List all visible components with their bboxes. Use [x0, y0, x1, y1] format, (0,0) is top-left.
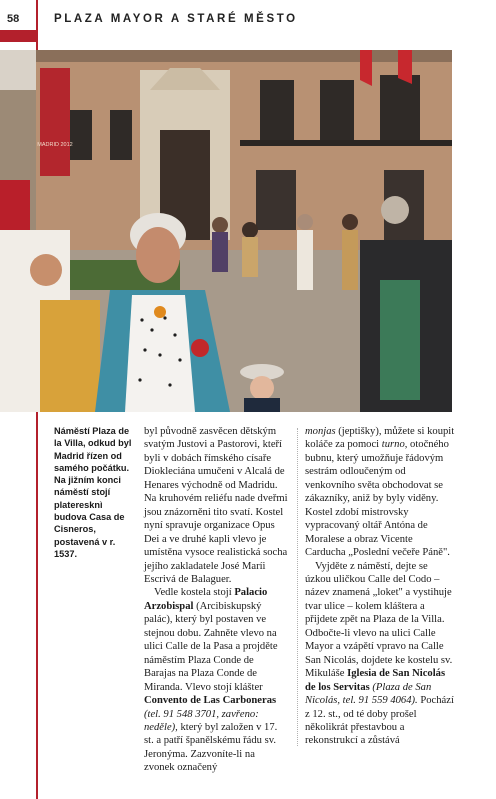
column2-paragraph-2: [305, 560, 455, 748]
red-banner: [40, 68, 70, 176]
text-run: turno: [381, 439, 405, 451]
text-run: (jeptišky), můžete si koupit koláče za pomoci: [305, 426, 455, 451]
page-number-stripe: [0, 30, 36, 42]
convento-contact: (tel. 91 548 3701, zavřeno: neděle),: [144, 708, 259, 733]
convento-name: Convento de Las Carboneras: [144, 695, 277, 707]
banner-text: MADRID 2012: [37, 142, 73, 148]
photo-illustration: [0, 50, 452, 412]
column2-paragraph-1: [305, 425, 455, 560]
iglesia-contact: (Plaza de San Nicolás, tel. 91 559 4064).: [305, 681, 432, 707]
text-run: Pochází z 12. st., od té doby prošel několikrát přestavbou a rekonstrukcí a zůstává: [305, 695, 454, 747]
text-run: Vedle kostela stojí: [154, 587, 235, 599]
running-header: PLAZA MAYOR A STARÉ MĚSTO: [54, 13, 298, 25]
photo-caption: Náměstí Plaza de la Villa, odkud byl Madrid řízen od samého počátku. Na jižním konci náměstí stojí plateresknì budova Casa de Cisneros, postavená v r. 1537.: [54, 426, 132, 559]
text-run: který byl založen v 17. st. a patří španělskému řádu sv. Jeronýma. Zazvoníte-li na zvonek označený: [144, 721, 278, 774]
palacio-arzobispal-name: Palacio Arzobispal: [144, 587, 268, 612]
text-column-1: [144, 425, 288, 775]
text-run: monjas: [305, 426, 336, 437]
text-run: , otočného bubnu, který umožňuje řádovým sestrám odloučeným od venkovního světa obchodovat se zákazníky, aniž by byly viděny. Kostel zdobí mistrovsky vypracovaný oltář Antóna de Moralese a obraz Vicente Carducha „Poslední večeře Páně".: [305, 439, 450, 559]
page-number-box: [0, 0, 36, 42]
text-column-2: [305, 425, 455, 748]
column1-paragraph-2: [144, 586, 288, 774]
column1-paragraph-1: byl původně zasvěcen dětským svatým Justovi a Pastorovi, kteří byli v dobách římského císaře Diokleciána umučeni v Alcalá de Henares východně od Madridu. Na kruhovém reliéfu nade dveřmi jsou znázorněni tito svatí. Kostel nyní spravuje organizace Opus Dei a ve druhé kapli vlevo je umístěna vysoce realistická socha jejího zakladatele José Maríi Escrivá de Balaguer.: [144, 426, 288, 585]
plaza-photo: [0, 50, 452, 412]
page-number: 58: [7, 13, 20, 25]
text-run: Vyjděte z náměstí, dejte se úzkou uličkou Calle del Codo – název znamená „loket" a vystihuje tvar ulice – kolem kláštera a přijdete zpět na Plaza de la Villa. Odbočte-li vlevo na ulici Calle Mayor a vzápětí vpravo na Calle San Nicolás, dojdete ke kostelu sv. Mikuláše: [305, 560, 453, 680]
column-divider: [297, 428, 298, 746]
text-run: (Arcibiskupský palác), který byl postaven ve stejnou dobu. Zahněte vlevo na ulici Calle de la Pasa a projděte náměstím Plaza Conde de Barajas na Plaza Conde de Miranda. Vlevo stojí klášter: [144, 600, 278, 693]
iglesia-name: Iglesia de San Nicolás de los Servitas: [305, 668, 446, 693]
